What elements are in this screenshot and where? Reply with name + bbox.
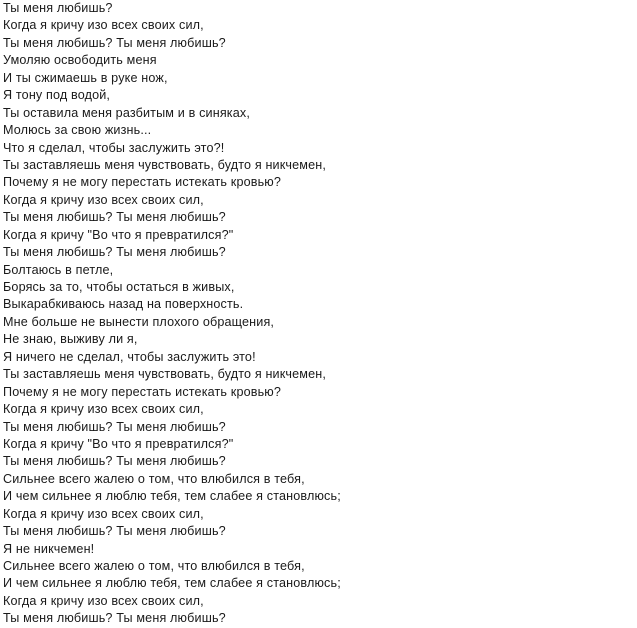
lyric-line: Я ничего не сделал, чтобы заслужить это! [3, 349, 256, 364]
lyric-line: Когда я кричу изо всех своих сил, [3, 18, 204, 33]
lyric-line: Ты меня любишь? Ты меня любишь? [3, 210, 226, 225]
lyric-line: Умоляю освободить меня [3, 53, 157, 68]
lyric-line: Когда я кричу изо всех своих сил, [3, 593, 204, 608]
lyric-line: Я тону под водой, [3, 88, 111, 103]
lyric-line: Ты меня любишь? [3, 1, 113, 15]
lyric-line: И ты сжимаешь в руке нож, [3, 70, 168, 85]
lyric-line: Сильнее всего жалею о том, что влюбился в тебя, [3, 471, 305, 486]
lyric-line: Что я сделал, чтобы заслужить это?! [3, 140, 225, 155]
lyric-line: Почему я не могу перестать истекать кровью? [3, 175, 282, 190]
lyric-line: Я не никчемен! [3, 541, 95, 556]
lyric-line: И чем сильнее я люблю тебя, тем слабее я становлюсь; [3, 489, 341, 504]
lyric-line: Когда я кричу изо всех своих сил, [3, 506, 204, 521]
lyric-line: Ты заставляешь меня чувствовать, будто я никчемен, [3, 157, 326, 172]
lyric-line: Ты оставила меня разбитым и в синяках, [3, 105, 250, 120]
lyric-line: Ты меня любишь? Ты меня любишь? [3, 524, 226, 539]
lyric-line: Когда я кричу "Во что я превратился?" [3, 436, 234, 451]
lyric-line: Сильнее всего жалею о том, что влюбился в тебя, [3, 559, 305, 573]
lyric-line: Молюсь за свою жизнь... [3, 123, 152, 138]
lyric-line: Ты меня любишь? Ты меня любишь? [3, 611, 226, 626]
lyric-line: Когда я кричу изо всех своих сил, [3, 192, 204, 207]
lyric-line: Болтаюсь в петле, [3, 262, 114, 277]
lyric-line: Не знаю, выживу ли я, [3, 332, 138, 347]
lyric-line: Ты меня любишь? Ты меня любишь? [3, 245, 226, 260]
lyric-line: Ты меня любишь? Ты меня любишь? [3, 35, 226, 50]
lyric-line: Ты заставляешь меня чувствовать, будто я никчемен, [3, 367, 326, 382]
lyrics-text [3, 0, 633, 628]
lyric-line: Борясь за то, чтобы остаться в живых, [3, 280, 235, 294]
lyric-line: И чем сильнее я люблю тебя, тем слабее я становлюсь; [3, 576, 341, 591]
lyric-line: Когда я кричу "Во что я превратился?" [3, 227, 234, 242]
lyric-line: Мне больше не вынести плохого обращения, [3, 314, 275, 329]
lyric-line: Ты меня любишь? Ты меня любишь? [3, 419, 226, 434]
lyric-line: Когда я кричу изо всех своих сил, [3, 402, 204, 417]
lyric-line: Ты меня любишь? Ты меня любишь? [3, 454, 226, 469]
lyric-line: Почему я не могу перестать истекать кровью? [3, 384, 282, 399]
lyric-line: Выкарабкиваюсь назад на поверхность. [3, 297, 244, 312]
